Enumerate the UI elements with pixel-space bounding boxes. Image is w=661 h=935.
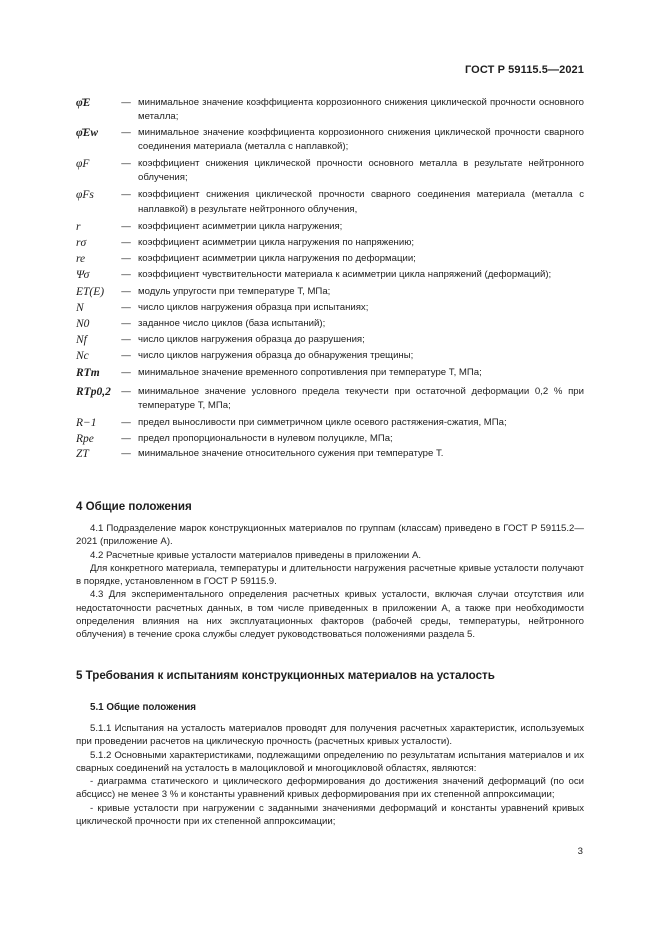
- definition-row: [76, 432, 584, 446]
- definition-text: модуль упругости при температуре T, МПа;: [138, 286, 331, 298]
- symbol: re: [76, 253, 86, 266]
- symbol: RTp0,2: [76, 385, 111, 398]
- dash: —: [121, 286, 131, 298]
- paragraph: 5.1.2 Основными характеристиками, подлежащими определению по результатам испытания материалов и их сварных соединений на усталость в малоцикловой и многоцикловой областях, являются:: [76, 749, 584, 774]
- definition-row: [76, 349, 584, 363]
- definition-row: [76, 157, 584, 186]
- dash: —: [121, 432, 131, 444]
- definition-text: коэффициент асимметрии цикла нагружения по напряжению;: [138, 237, 415, 249]
- page-number: 3: [577, 846, 583, 857]
- symbol: ZT: [76, 448, 89, 461]
- definition-row: [76, 447, 584, 461]
- symbol: φ̄Ew: [76, 126, 99, 139]
- definition-text: минимальное значение коэффициента коррозионного снижения циклической прочности основного металла;: [138, 97, 584, 123]
- definition-text: минимальное значение условного предела текучести при остаточной деформации 0,2 % при температуре T, МПа;: [138, 385, 584, 412]
- definition-text: коэффициент снижения циклической прочности сварного соединения материала (металла с наплавкой) в результате нейтронного облучения,: [138, 189, 584, 215]
- definition-row: [76, 416, 584, 430]
- definition-row: [76, 285, 584, 299]
- symbol: R−1: [76, 416, 97, 429]
- definition-row: [76, 301, 584, 315]
- definition-row: [76, 385, 584, 414]
- symbol: r: [76, 221, 81, 234]
- dash: —: [121, 221, 131, 233]
- definition-text: число циклов нагружения образца при испытаниях;: [138, 302, 369, 314]
- definition-row: [76, 366, 584, 380]
- dash: —: [121, 318, 131, 330]
- symbol: N: [76, 302, 84, 315]
- symbol-definitions-list: [76, 96, 584, 462]
- dash: —: [121, 334, 131, 346]
- section-5-body: [76, 722, 584, 828]
- dash: —: [121, 302, 131, 314]
- dash: —: [121, 448, 131, 460]
- definition-text: коэффициент снижения циклической прочности основного металла в результате нейтронного облучения;: [138, 157, 584, 184]
- dash: —: [121, 367, 131, 379]
- definition-row: [76, 188, 584, 217]
- paragraph: - кривые усталости при нагружении с заданными значениями деформаций и константы уравнений кривых циклической прочности при их степенной аппроксимации;: [76, 802, 584, 828]
- dash: —: [121, 350, 131, 361]
- dash: —: [121, 126, 131, 138]
- dash: —: [121, 189, 131, 201]
- paragraph: 4.2 Расчетные кривые усталости материалов приведены в приложении А.: [90, 549, 422, 561]
- definition-text: число циклов нагружения образца до обнаружения трещины;: [138, 350, 414, 361]
- paragraph: 4.1 Подразделение марок конструкционных материалов по группам (классам) приведено в ГОСТ Р 59115.2—2021 (приложение А).: [76, 523, 584, 548]
- symbol: Rpe: [76, 432, 94, 445]
- definition-text: минимальное значение временного сопротивления при температуре T, МПа;: [138, 367, 482, 379]
- paragraph: 4.3 Для экспериментального определения расчетных кривых усталости, включая случаи отсутствия или недостаточности расчетных данных, в том числе приведенных в приложении А, а также при необходимости определения влияния на них эксплуатационных факторов (рабочей среды, температуры, нейтронного облучения) в течение срока службы следует руководствоваться положениями раздела 5.: [76, 589, 584, 641]
- symbol: rσ: [76, 237, 87, 250]
- definition-row: [76, 96, 584, 125]
- subsection-5-1-heading: 5.1 Общие положения: [90, 702, 197, 713]
- symbol: Nc: [76, 350, 89, 362]
- symbol: Ψσ: [76, 268, 90, 281]
- definition-text: коэффициент чувствительности материала к асимметрии цикла напряжений (деформаций);: [138, 268, 552, 280]
- dash: —: [121, 416, 131, 428]
- dash: —: [121, 157, 131, 169]
- definition-row: [76, 126, 584, 155]
- paragraph: Для конкретного материала, температуры и длительности нагружения расчетные кривые усталости получают в порядке, установленном в ГОСТ Р 59115.9.: [76, 562, 584, 588]
- dash: —: [121, 237, 131, 249]
- document-header: ГОСТ Р 59115.5—2021: [464, 64, 584, 76]
- section-4-heading: 4 Общие положения: [76, 500, 192, 513]
- section-4-body: [76, 522, 584, 642]
- definition-row: [76, 252, 584, 266]
- definition-row: [76, 317, 584, 331]
- symbol: Nf: [76, 334, 87, 347]
- dash: —: [121, 97, 131, 108]
- symbol: ET(E): [76, 286, 105, 299]
- definition-row: [76, 236, 584, 250]
- definition-text: коэффициент асимметрии цикла нагружения;: [138, 221, 343, 233]
- definition-text: число циклов нагружения образца до разрушения;: [138, 334, 365, 346]
- definition-row: [76, 220, 584, 234]
- symbol: N0: [76, 318, 90, 331]
- definition-text: предел выносливости при симметричном цикле осевого растяжения-сжатия, МПа;: [138, 416, 507, 428]
- definition-text: коэффициент асимметрии цикла нагружения по деформации;: [138, 253, 416, 265]
- dash: —: [121, 385, 131, 397]
- dash: —: [121, 268, 131, 280]
- symbol: φF: [76, 157, 90, 170]
- definition-text: минимальное значение относительного сужения при температуре T.: [138, 448, 444, 460]
- definition-text: заданное число циклов (база испытаний);: [138, 318, 326, 330]
- symbol: φFs: [76, 189, 94, 202]
- symbol: φ̄E: [76, 97, 91, 109]
- paragraph: 5.1.1 Испытания на усталость материалов проводят для получения расчетных характеристик, используемых при проведении расчетов на циклическую прочность (расчетных кривых усталости).: [76, 723, 584, 748]
- paragraph: - диаграмма статического и циклического деформирования до достижения значений деформаций (по оси абсцисс) не менее 3 % и константы уравнений кривых деформирования при их степенной аппроксимации;: [76, 776, 584, 801]
- definition-text: предел пропорциональности в нулевом полуцикле, МПа;: [138, 432, 393, 444]
- definition-row: [76, 333, 584, 347]
- section-5-heading: 5 Требования к испытаниям конструкционных материалов на усталость: [76, 669, 495, 682]
- definition-text: минимальное значение коэффициента коррозионного снижения циклической прочности сварного соединения материала (металла с наплавкой);: [138, 126, 584, 153]
- definition-row: [76, 268, 584, 282]
- symbol: RTm: [76, 367, 100, 380]
- dash: —: [121, 253, 131, 265]
